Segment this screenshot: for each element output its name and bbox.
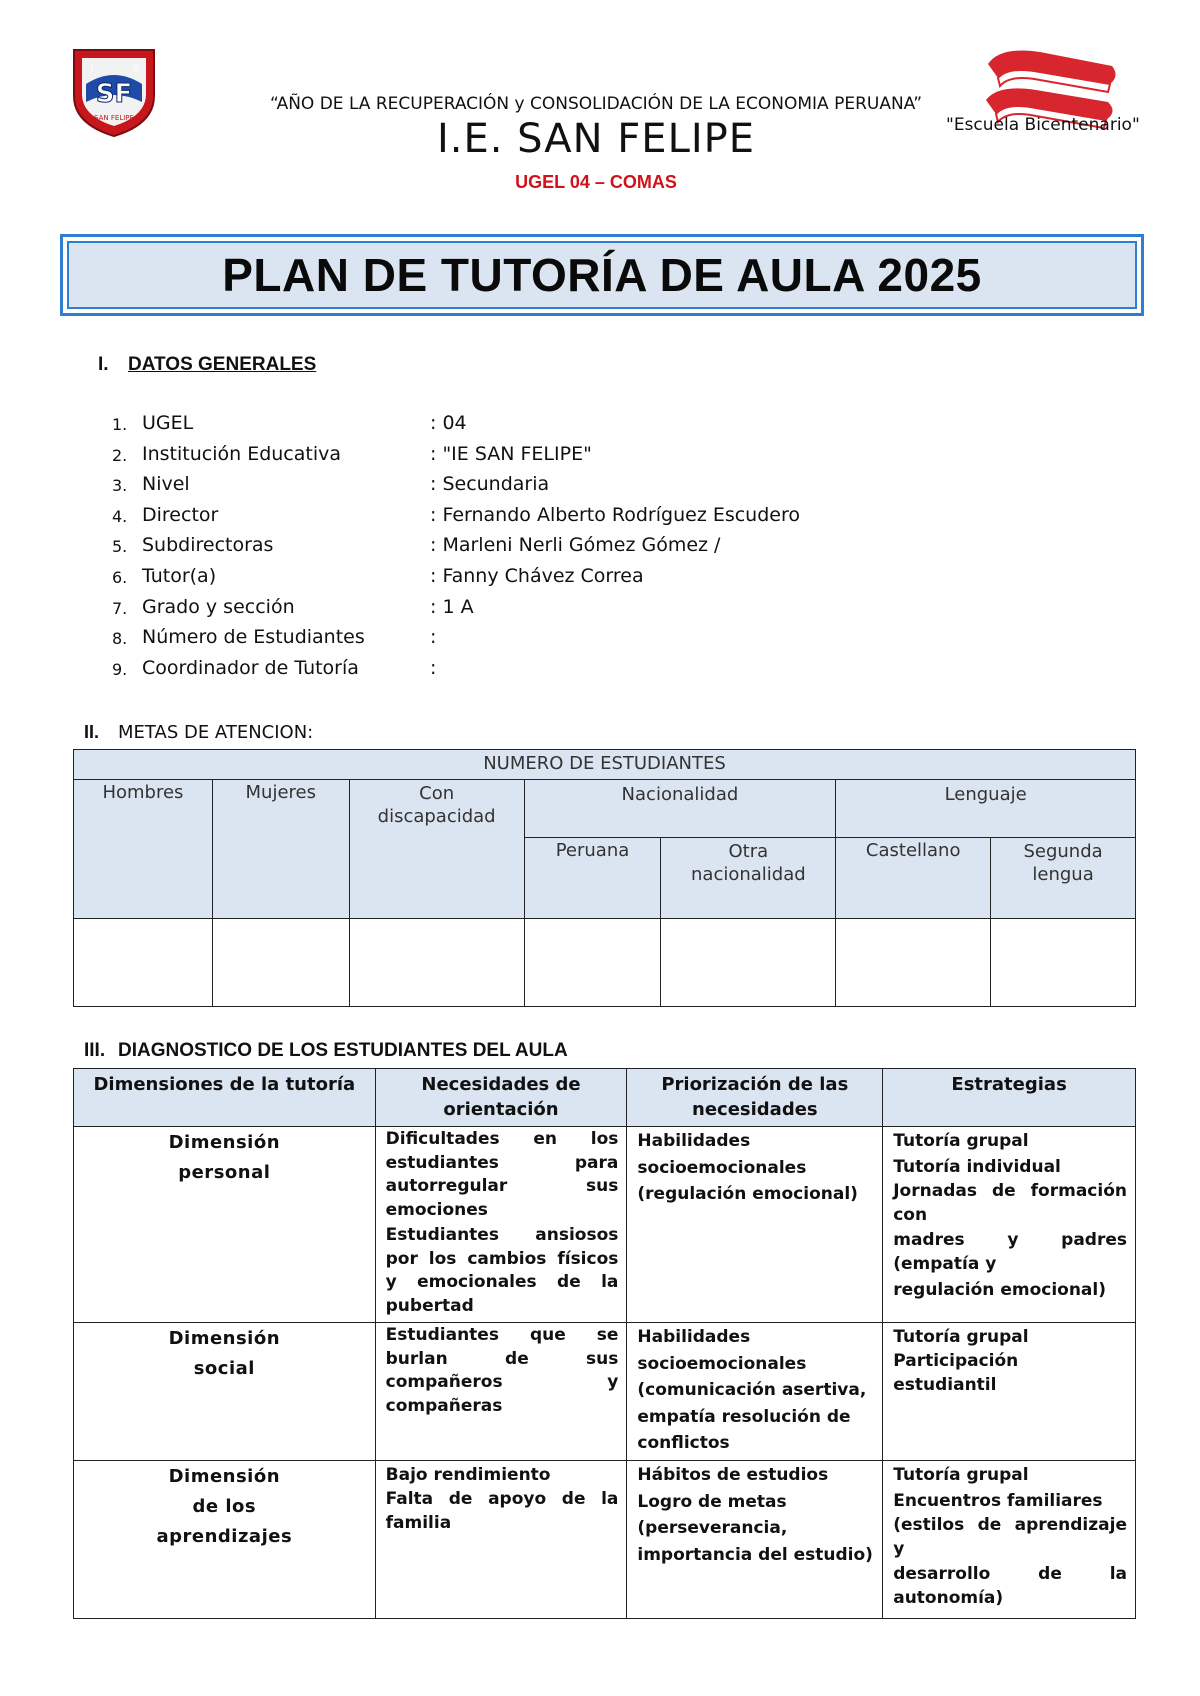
estrategias-aprendizajes: Tutoría grupal Encuentros familiares (estilos de aprendizaje y desarrollo de la autonomía) [883,1461,1136,1619]
diagnostico-table [73,1068,1136,1619]
bicentenario-label: "Escuela Bicentenario" [946,115,1140,135]
table-row [74,1127,1136,1323]
svg-text:E: E [132,64,140,75]
col-castellano: Castellano [836,838,991,919]
col-nacionalidad: Nacionalidad [524,780,836,838]
cell-otra [661,919,836,1007]
ugel-label: UGEL 04 – COMAS [515,172,677,192]
metas-table [73,749,1136,1007]
cell-segunda [991,919,1136,1007]
dimension-personal: Dimensión personal [74,1127,376,1323]
dimension-aprendizajes: Dimensión de los aprendizajes [74,1461,376,1619]
necesidades-personal: Dificultades en los estudiantes para autorregular sus emociones Estudiantes ansiosos por los cambios físicos y emocionales de la pubertad [375,1127,627,1323]
header-priorizacion: Priorización de las necesidades [627,1069,883,1127]
col-lenguaje: Lenguaje [836,780,1136,838]
year-motto: “AÑO DE LA RECUPERACIÓN y CONSOLIDACIÓN DE LA ECONOMIA PERUANA” [269,94,923,114]
col-mujeres: Mujeres [212,780,349,919]
svg-text:SF: SF [95,79,133,109]
col-discapacidad: Con discapacidad [349,780,524,919]
dimension-social: Dimensión social [74,1323,376,1461]
necesidades-social: Estudiantes que se burlan de sus compañeros y compañeras [375,1323,627,1461]
header-dimensiones: Dimensiones de la tutoría [74,1069,376,1127]
svg-text:SAN FELIPE: SAN FELIPE [94,114,134,122]
section-diagnostico-heading: III. DIAGNOSTICO DE LOS ESTUDIANTES DEL AULA [84,1040,568,1061]
header-necesidades: Necesidades de orientación [375,1069,627,1127]
section-datos-generales-heading: I. DATOS GENERALES [98,354,317,375]
cell-hombres [74,919,213,1007]
table-row [74,1323,1136,1461]
table-row [74,1461,1136,1619]
col-otra-nacionalidad: Otra nacionalidad [661,838,836,919]
necesidades-aprendizajes: Bajo rendimiento Falta de apoyo de la familia [375,1461,627,1619]
page-title: PLAN DE TUTORÍA DE AULA 2025 [222,249,982,301]
estrategias-personal: Tutoría grupal Tutoría individual Jornadas de formación con madres y padres (empatía y regulación emocional) [883,1127,1136,1323]
cell-peruana [524,919,661,1007]
header-estrategias: Estrategias [883,1069,1136,1127]
col-peruana: Peruana [524,838,661,919]
table-title-cell: NUMERO DE ESTUDIANTES [74,750,1136,780]
priorizacion-aprendizajes: Hábitos de estudios Logro de metas (perseverancia, importancia del estudio) [627,1461,883,1619]
svg-text:I: I [90,64,94,75]
priorizacion-social: Habilidades socioemocionales (comunicación asertiva, empatía resolución de conflictos [627,1323,883,1461]
cell-discapacidad [349,919,524,1007]
estrategias-social: Tutoría grupal Participación estudiantil [883,1323,1136,1461]
school-name: I.E. SAN FELIPE [436,116,756,162]
table-row [74,919,1136,1007]
cell-castellano [836,919,991,1007]
col-segunda-lengua: Segunda lengua [991,838,1136,919]
col-hombres: Hombres [74,780,213,919]
priorizacion-personal: Habilidades socioemocionales (regulación emocional) [627,1127,883,1323]
title-box [60,234,1144,316]
section-metas-heading: II. METAS DE ATENCION: [84,722,314,743]
cell-mujeres [212,919,349,1007]
